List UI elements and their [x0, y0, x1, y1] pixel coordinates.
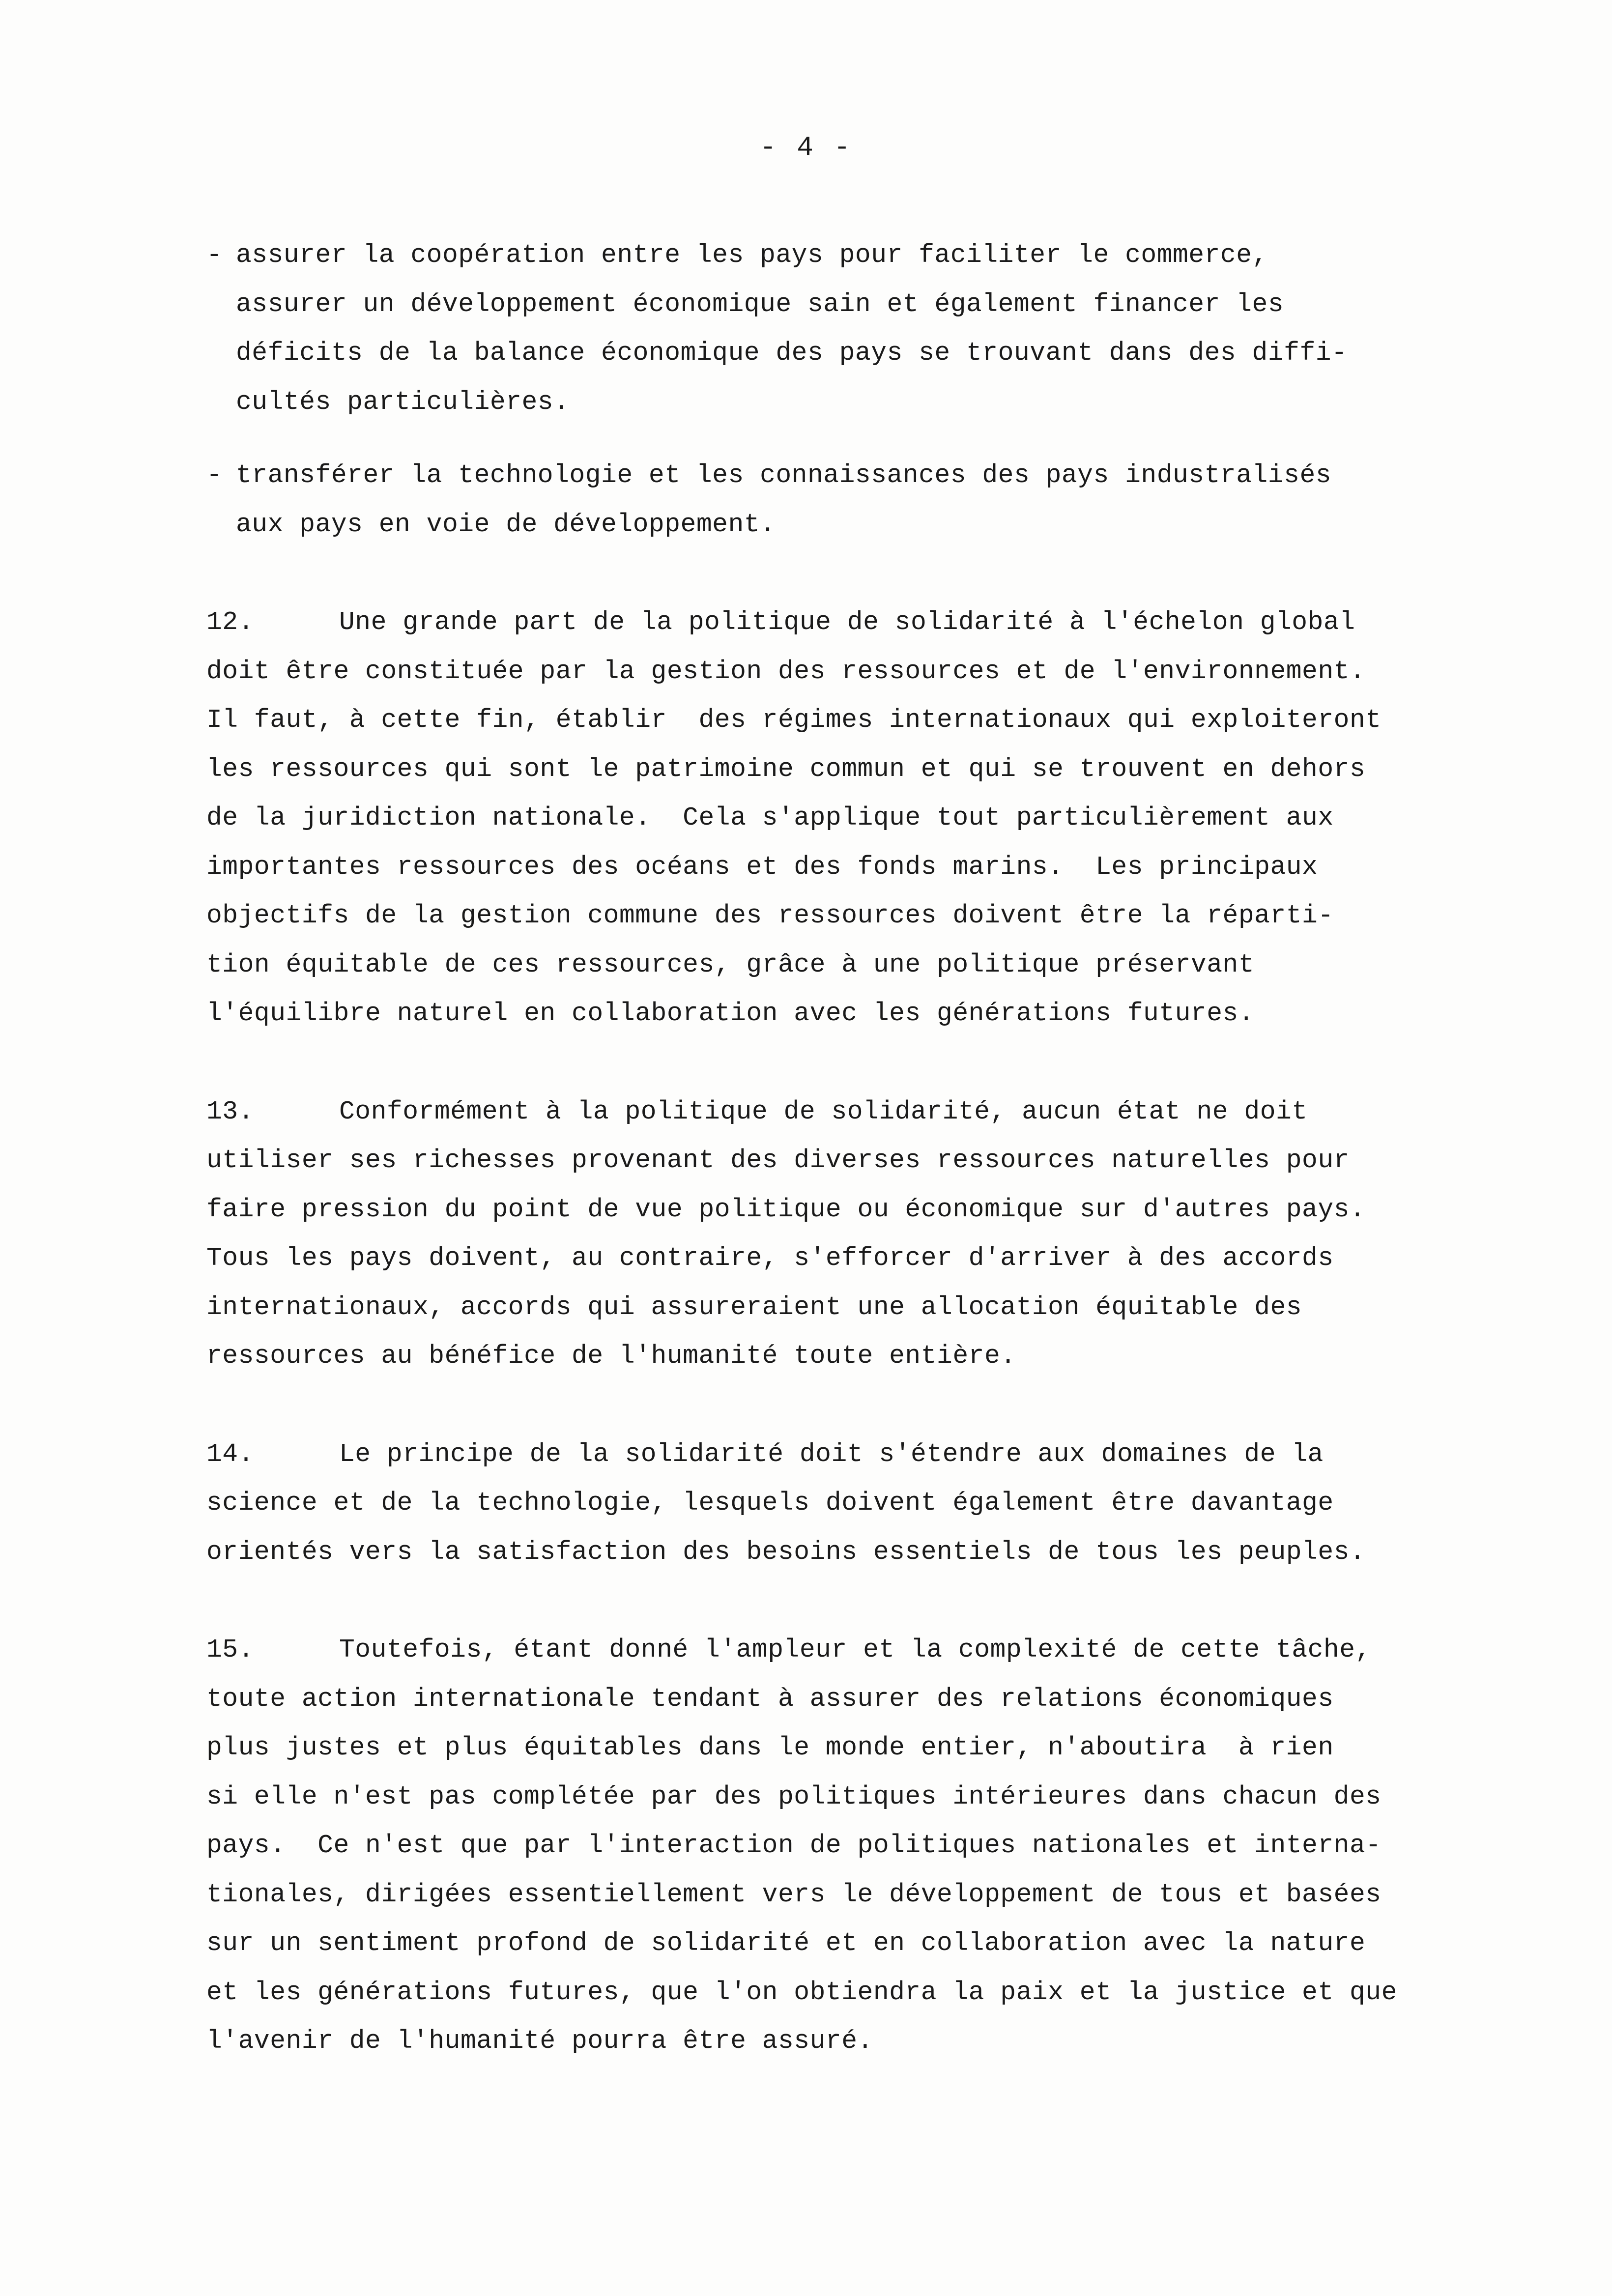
text-line: orientés vers la satisfaction des besoins essentiels de tous les peuples.: [206, 1537, 1366, 1567]
text-line: importantes ressources des océans et des fonds marins. Les principaux: [206, 852, 1318, 882]
text-line: aux pays en voie de développement.: [236, 509, 776, 539]
bullet-item: [206, 451, 1494, 549]
text-line: utiliser ses richesses provenant des diverses ressources naturelles pour: [206, 1146, 1350, 1175]
text-line: pays. Ce n'est que par l'interaction de politiques nationales et interna-: [206, 1831, 1382, 1860]
text-line: doit être constituée par la gestion des ressources et de l'environnement.: [206, 656, 1366, 686]
paragraph-number: 12.: [206, 607, 254, 637]
text-line: assurer la coopération entre les pays pour faciliter le commerce,: [236, 240, 1268, 270]
paragraph-number: 15.: [206, 1635, 254, 1665]
paragraph-first-text: Le principe de la solidarité doit s'étendre aux domaines de la: [339, 1439, 1324, 1469]
paragraph-first-line: [206, 1430, 1494, 1479]
paragraph-number: 14.: [206, 1439, 254, 1469]
document-body: [206, 231, 1494, 2066]
text-line: Tous les pays doivent, au contraire, s'efforcer d'arriver à des accords: [206, 1243, 1334, 1273]
text-line: faire pression du point de vue politique ou économique sur d'autres pays.: [206, 1194, 1366, 1224]
paragraph-first-text: Conformément à la politique de solidarité, aucun état ne doit: [339, 1096, 1308, 1126]
text-line: objectifs de la gestion commune des ressources doivent être la réparti-: [206, 901, 1334, 930]
text-line: l'avenir de l'humanité pourra être assuré.: [206, 2026, 873, 2056]
bullet-text: [236, 451, 1331, 549]
bullet-item: [206, 231, 1494, 427]
text-line: sur un sentiment profond de solidarité et en collaboration avec la nature: [206, 1928, 1366, 1958]
page-number: - 4 -: [759, 132, 853, 163]
text-line: Il faut, à cette fin, établir des régimes internationaux qui exploiteront: [206, 705, 1382, 735]
text-line: ressources au bénéfice de l'humanité toute entière.: [206, 1341, 1016, 1371]
paragraph-12: [206, 598, 1494, 1038]
paragraph-first-text: Une grande part de la politique de solidarité à l'échelon global: [339, 607, 1355, 637]
text-line: cultés particulières.: [236, 387, 570, 417]
text-line: de la juridiction nationale. Cela s'applique tout particulièrement aux: [206, 803, 1334, 832]
text-line: assurer un développement économique sain et également financer les: [236, 289, 1284, 319]
paragraph-number: 13.: [206, 1096, 254, 1126]
bullet-dash: -: [206, 460, 222, 490]
paragraph-first-text: Toutefois, étant donné l'ampleur et la complexité de cette tâche,: [339, 1635, 1371, 1665]
paragraph-13: [206, 1088, 1494, 1381]
text-line: les ressources qui sont le patrimoine commun et qui se trouvent en dehors: [206, 754, 1366, 784]
text-line: et les générations futures, que l'on obtiendra la paix et la justice et que: [206, 1977, 1397, 2007]
bullet-text: [236, 231, 1347, 427]
bullet-dash: -: [206, 240, 222, 270]
text-line: plus justes et plus équitables dans le monde entier, n'aboutira à rien: [206, 1733, 1334, 1762]
paragraph-first-line: [206, 1088, 1494, 1137]
text-line: toute action internationale tendant à assurer des relations économiques: [206, 1684, 1334, 1714]
text-line: tionales, dirigées essentiellement vers le développement de tous et basées: [206, 1879, 1382, 1909]
paragraph-14: [206, 1430, 1494, 1577]
text-line: science et de la technologie, lesquels doivent également être davantage: [206, 1488, 1334, 1518]
text-line: l'équilibre naturel en collaboration avec les générations futures.: [206, 999, 1255, 1028]
paragraph-first-line: [206, 1626, 1494, 1675]
text-line: déficits de la balance économique des pays se trouvant dans des diffi-: [236, 338, 1348, 368]
text-line: transférer la technologie et les connaissances des pays industralisés: [236, 460, 1332, 490]
text-line: tion équitable de ces ressources, grâce à une politique préservant: [206, 949, 1255, 979]
paragraph-15: [206, 1626, 1494, 2066]
text-line: internationaux, accords qui assureraient une allocation équitable des: [206, 1292, 1302, 1322]
paragraph-first-line: [206, 598, 1494, 647]
text-line: si elle n'est pas complétée par des politiques intérieures dans chacun des: [206, 1781, 1382, 1811]
